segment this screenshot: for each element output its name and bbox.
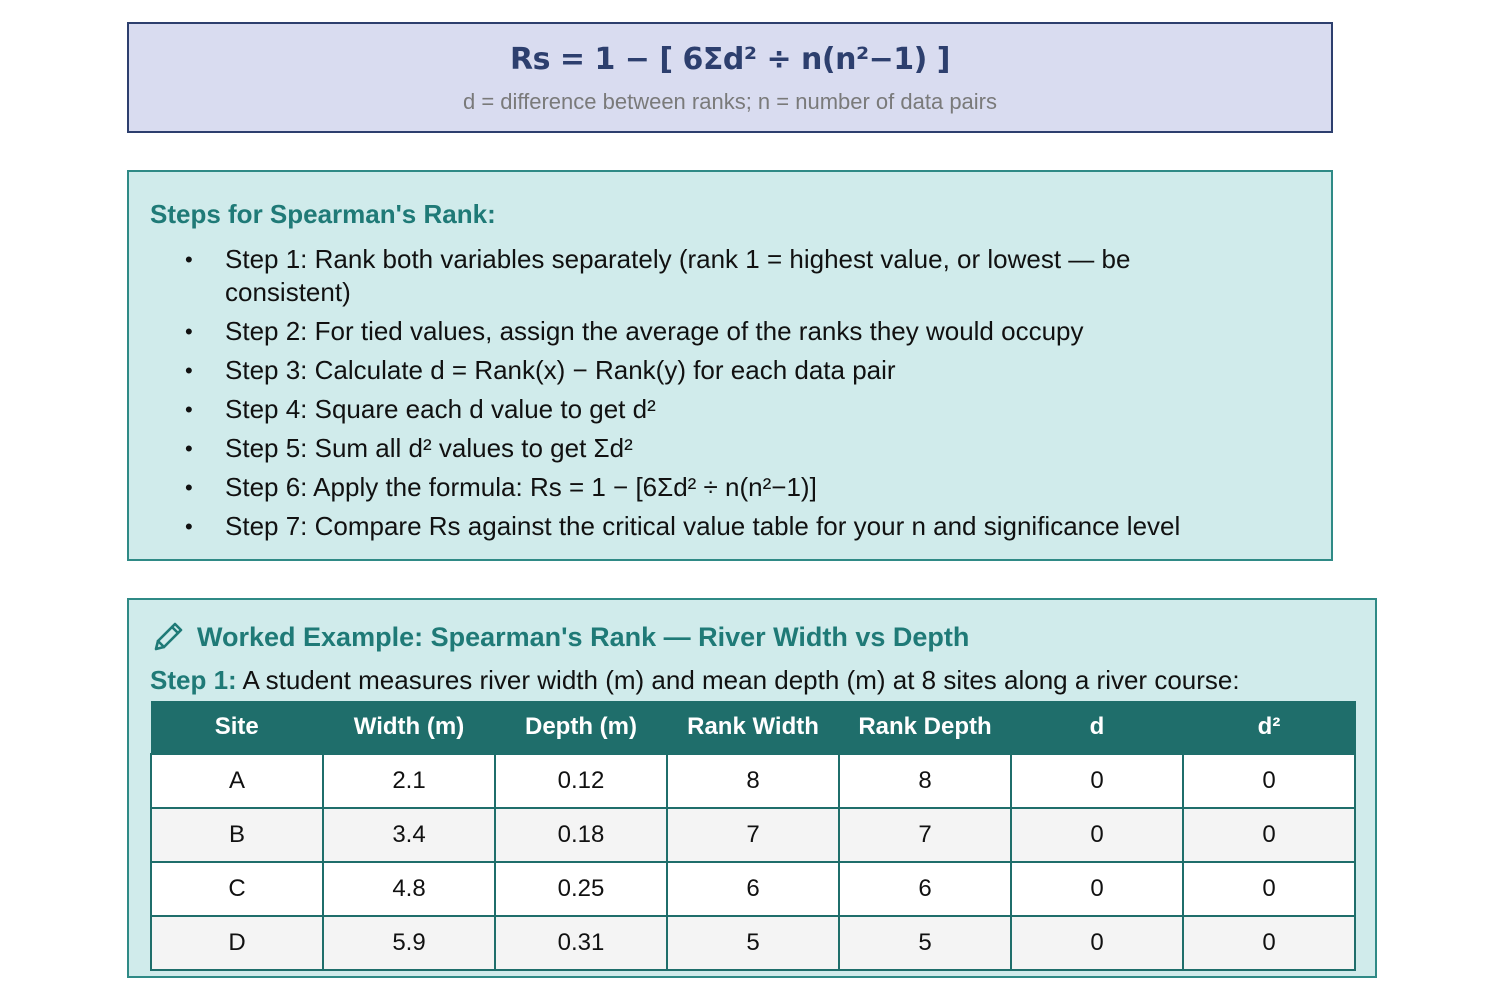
formula-box: [127, 22, 1333, 133]
data-table: [150, 701, 1356, 971]
steps-box: [127, 170, 1333, 561]
table-cell: 0: [1011, 862, 1183, 916]
table-cell: 5: [839, 916, 1011, 970]
table-cell: 8: [839, 754, 1011, 808]
step-item: • Step 7: Compare Rs against the critical value table for your n and significance level: [185, 511, 1181, 541]
table-row: [151, 754, 1355, 808]
col-header-site: Site: [151, 701, 323, 754]
col-header-width: Width (m): [323, 701, 495, 754]
table-header-row: [151, 701, 1355, 754]
example-title-text: Worked Example: Spearman's Rank — River Width vs Depth: [197, 621, 970, 652]
bullet-icon: •: [185, 475, 193, 500]
formula-text: Rs = 1 − [ 6Σd² ÷ n(n²−1) ]: [510, 42, 950, 77]
table-cell: 0: [1183, 862, 1355, 916]
table-cell: A: [151, 754, 323, 808]
bullet-icon: •: [185, 319, 193, 344]
col-header-d-squared: d²: [1183, 701, 1355, 754]
table-cell: 0: [1011, 754, 1183, 808]
bullet-icon: •: [185, 358, 193, 383]
col-header-rank-depth: Rank Depth: [839, 701, 1011, 754]
table-cell: 0: [1183, 916, 1355, 970]
table-cell: 2.1: [323, 754, 495, 808]
table-cell: D: [151, 916, 323, 970]
bullet-icon: •: [185, 514, 193, 539]
step-label: Step 1:: [150, 665, 237, 695]
example-step-1: [150, 665, 1240, 696]
table-cell: C: [151, 862, 323, 916]
step-item: • Step 3: Calculate d = Rank(x) − Rank(y) for each data pair: [185, 355, 896, 385]
pencil-icon: [151, 620, 185, 654]
bullet-icon: •: [185, 247, 193, 272]
col-header-d: d: [1011, 701, 1183, 754]
bullet-icon: •: [185, 397, 193, 422]
table-cell: 0.12: [495, 754, 667, 808]
step-item: • Step 4: Square each d value to get d²: [185, 394, 656, 424]
table-cell: 0.25: [495, 862, 667, 916]
step-item: • Step 2: For tied values, assign the average of the ranks they would occupy: [185, 316, 1084, 346]
col-header-depth: Depth (m): [495, 701, 667, 754]
table-cell: 7: [667, 808, 839, 862]
formula-legend: d = difference between ranks; n = number of data pairs: [462, 89, 998, 114]
table-cell: 0: [1011, 808, 1183, 862]
table-cell: 0.18: [495, 808, 667, 862]
worked-example-box: [127, 598, 1377, 978]
steps-title: Steps for Spearman's Rank:: [150, 199, 496, 229]
table-cell: 3.4: [323, 808, 495, 862]
step-item: • Step 6: Apply the formula: Rs = 1 − [6Σd² ÷ n(n²−1)]: [185, 472, 817, 502]
table-cell: 8: [667, 754, 839, 808]
example-title: [151, 620, 969, 654]
bullet-icon: •: [185, 436, 193, 461]
table-cell: 6: [667, 862, 839, 916]
table-row: [151, 862, 1355, 916]
step-item: • Step 1: Rank both variables separately (rank 1 = highest value, or lowest — be consistent): [185, 244, 1131, 307]
step-text: A student measures river width (m) and mean depth (m) at 8 sites along a river course:: [236, 665, 1240, 695]
table-cell: 7: [839, 808, 1011, 862]
step-item: • Step 5: Sum all d² values to get Σd²: [185, 433, 633, 463]
table-cell: 4.8: [323, 862, 495, 916]
table-cell: 5.9: [323, 916, 495, 970]
col-header-rank-width: Rank Width: [667, 701, 839, 754]
table-cell: B: [151, 808, 323, 862]
table-row: [151, 916, 1355, 970]
table-cell: 6: [839, 862, 1011, 916]
table-row: [151, 808, 1355, 862]
steps-list: [150, 243, 1311, 543]
table-cell: 0.31: [495, 916, 667, 970]
table-cell: 5: [667, 916, 839, 970]
table-cell: 0: [1011, 916, 1183, 970]
table-cell: 0: [1183, 754, 1355, 808]
table-cell: 0: [1183, 808, 1355, 862]
